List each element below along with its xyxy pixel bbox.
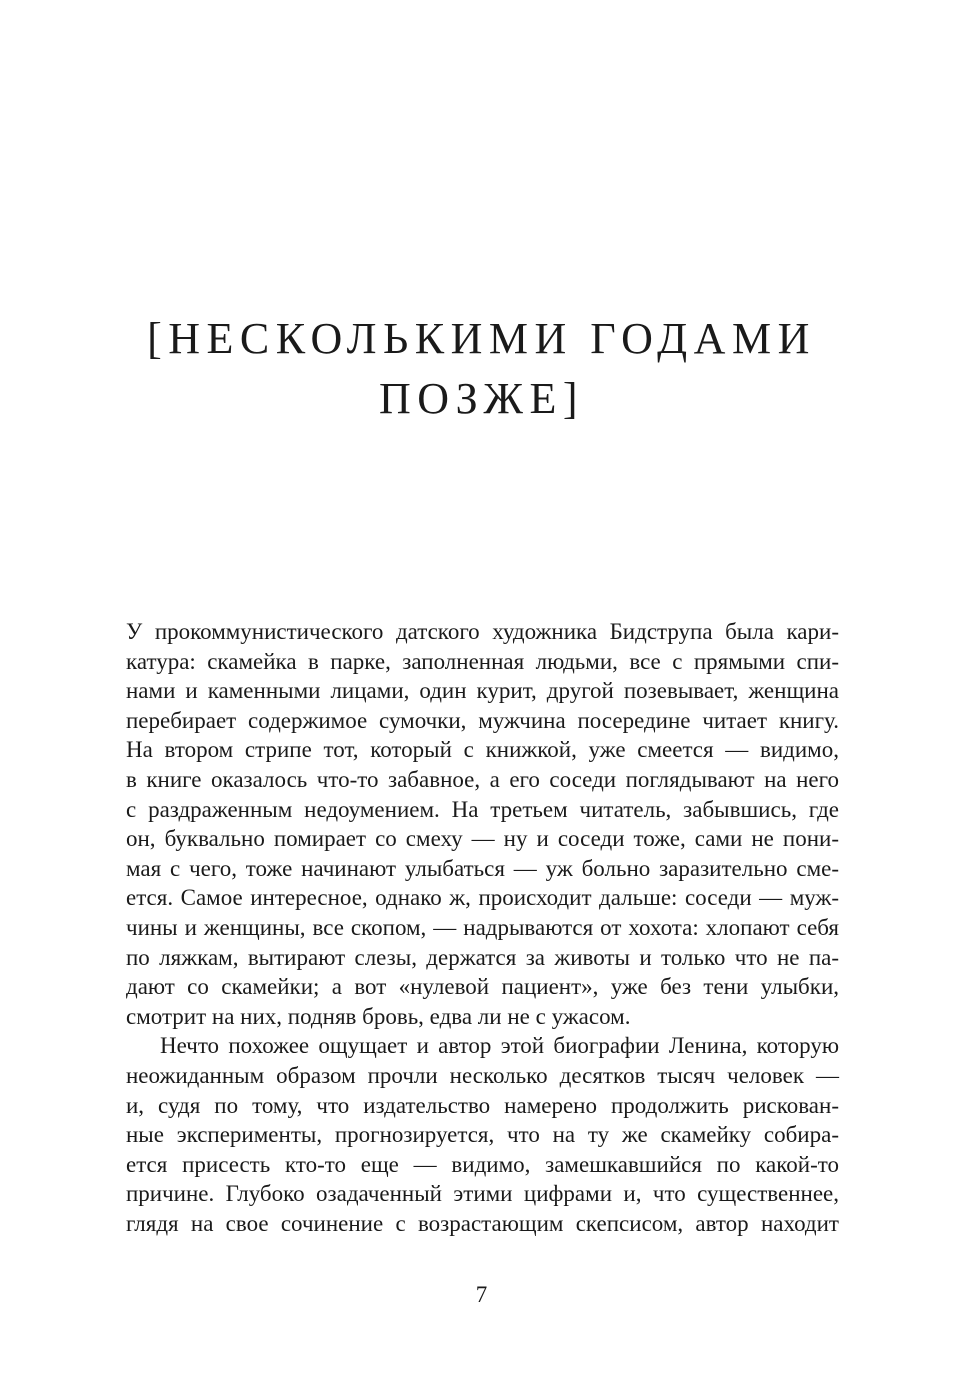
chapter-title-line: ПОЗЖЕ] — [379, 374, 584, 423]
text-line: чины и женщины, все скопом, — надрываются от хохота: хлопают себя — [126, 914, 839, 940]
text-line: по ляжкам, вытирают слезы, держатся за животы и только что не па- — [126, 944, 839, 970]
body-text — [126, 617, 839, 1238]
paragraph — [126, 1031, 839, 1238]
text-line: На втором стрипе тот, который с книжкой, уже смеется — видимо, — [126, 737, 839, 763]
text-line: катура: скамейка в парке, заполненная людьми, все с прямыми спи- — [126, 648, 839, 674]
text-line: в книге оказалось что-то забавное, а его соседи поглядывают на него — [126, 766, 839, 792]
text-line: У прокоммунистического датского художника Бидструпа была кари- — [126, 619, 839, 644]
text-line: нами и каменными лицами, один курит, другой позевывает, женщина — [126, 678, 839, 704]
text-line: и, судя по тому, что издательство намерено продолжить рискован- — [126, 1092, 839, 1118]
text-line: мая с чего, тоже начинают улыбаться — уж больно заразительно сме- — [126, 855, 839, 881]
text-line: ные эксперименты, прогнозируется, что на ту же скамейку собира- — [126, 1122, 839, 1148]
chapter-title-line: [НЕСКОЛЬКИМИ ГОДАМИ — [147, 314, 816, 363]
text-line: глядя на свое сочинение с возрастающим скепсисом, автор находит — [126, 1210, 839, 1236]
text-line: неожиданным образом прочли несколько десятков тысяч человек — — [126, 1062, 839, 1088]
text-line: с раздраженным недоумением. На третьем читатель, забывшись, где — [126, 796, 839, 822]
paragraph — [126, 617, 839, 1031]
text-line: ется. Самое интересное, однако ж, происходит дальше: соседи — муж- — [126, 885, 839, 911]
text-line: дают со скамейки; а вот «нулевой пациент», уже без тени улыбки, — [126, 974, 839, 1000]
chapter-title — [80, 309, 883, 429]
text-line: Нечто похожее ощущает и автор этой биографии Ленина, которую — [160, 1033, 839, 1059]
text-line: ется присесть кто-то еще — видимо, замешкавшийся по какой-то — [126, 1151, 839, 1177]
text-line: перебирает содержимое сумочки, мужчина посередине читает книгу. — [126, 707, 839, 733]
text-line: причине. Глубоко озадаченный этими цифрами и, что существеннее, — [126, 1181, 839, 1207]
page-number: 7 — [475, 1282, 488, 1307]
text-line: смотрит на них, подняв бровь, едва ли не с ужасом. — [126, 1003, 631, 1029]
text-line: он, буквально помирает со смеху — ну и соседи тоже, сами не пони- — [126, 826, 839, 852]
